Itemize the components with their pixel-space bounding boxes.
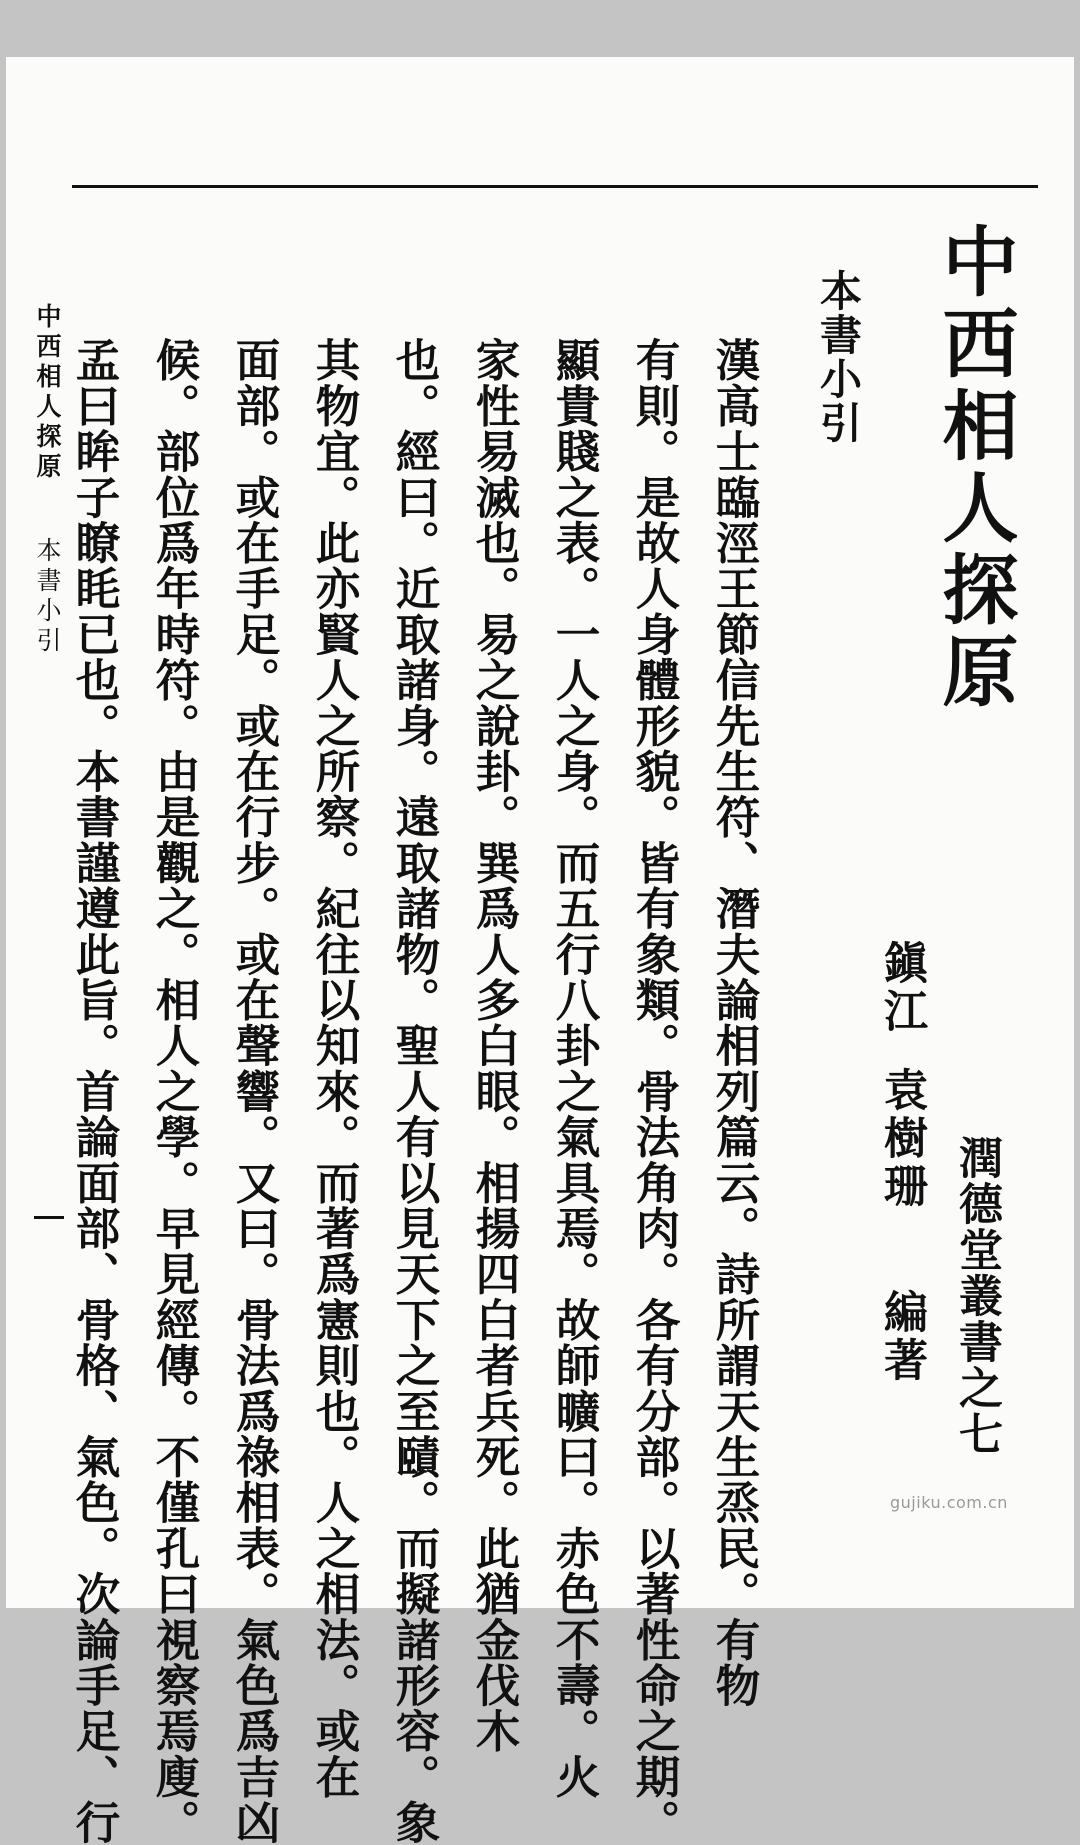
book-page	[6, 57, 1074, 1845]
author-place: 鎭江	[876, 940, 927, 1036]
top-border-rule	[72, 185, 1038, 188]
author-role: 編著	[876, 1289, 927, 1385]
page-number	[34, 1216, 64, 1219]
author-name: 袁樹珊	[876, 1067, 927, 1211]
margin-section-title: 本書小引	[33, 537, 62, 657]
section-heading: 本書小引	[814, 269, 863, 445]
text-line: 候。部位爲年時符。由是觀之。相人之學。早見經傳。不僅孔曰視察焉廋。	[148, 337, 200, 1845]
text-line: 有則。是故人身體形貌。皆有象類。骨法角肉。各有分部。以著性命之期。	[628, 337, 680, 1845]
margin-book-title: 中西相人探原	[33, 303, 62, 483]
watermark: gujiku.com.cn	[890, 1493, 1008, 1512]
text-line: 漢高士臨涇王節信先生符、潛夫論相列篇云。詩所謂天生烝民。有物	[708, 337, 760, 1708]
text-line: 孟曰眸子瞭眊已也。本書謹遵此旨。首論面部、骨格、氣色。次論手足、行	[68, 337, 120, 1845]
text-line: 家性易滅也。易之說卦。巽爲人多白眼。相揚四白者兵死。此猶金伐木	[468, 337, 520, 1754]
text-line: 其物宜。此亦賢人之所察。紀往以知來。而著爲憲則也。人之相法。或在	[308, 337, 360, 1800]
text-line: 顯貴賤之表。一人之身。而五行八卦之氣具焉。故師曠曰。赤色不壽。火	[548, 337, 600, 1800]
book-title: 中西相人探原	[930, 222, 1019, 714]
series-name: 潤德堂叢書之七	[951, 1135, 1002, 1457]
text-line: 面部。或在手足。或在行步。或在聲響。又曰。骨法爲祿相表。氣色爲吉凶	[228, 337, 280, 1845]
text-line: 也。經曰。近取諸身。遠取諸物。聖人有以見天下之至賾。而擬諸形容。象	[388, 337, 440, 1845]
body-text	[68, 337, 774, 1845]
